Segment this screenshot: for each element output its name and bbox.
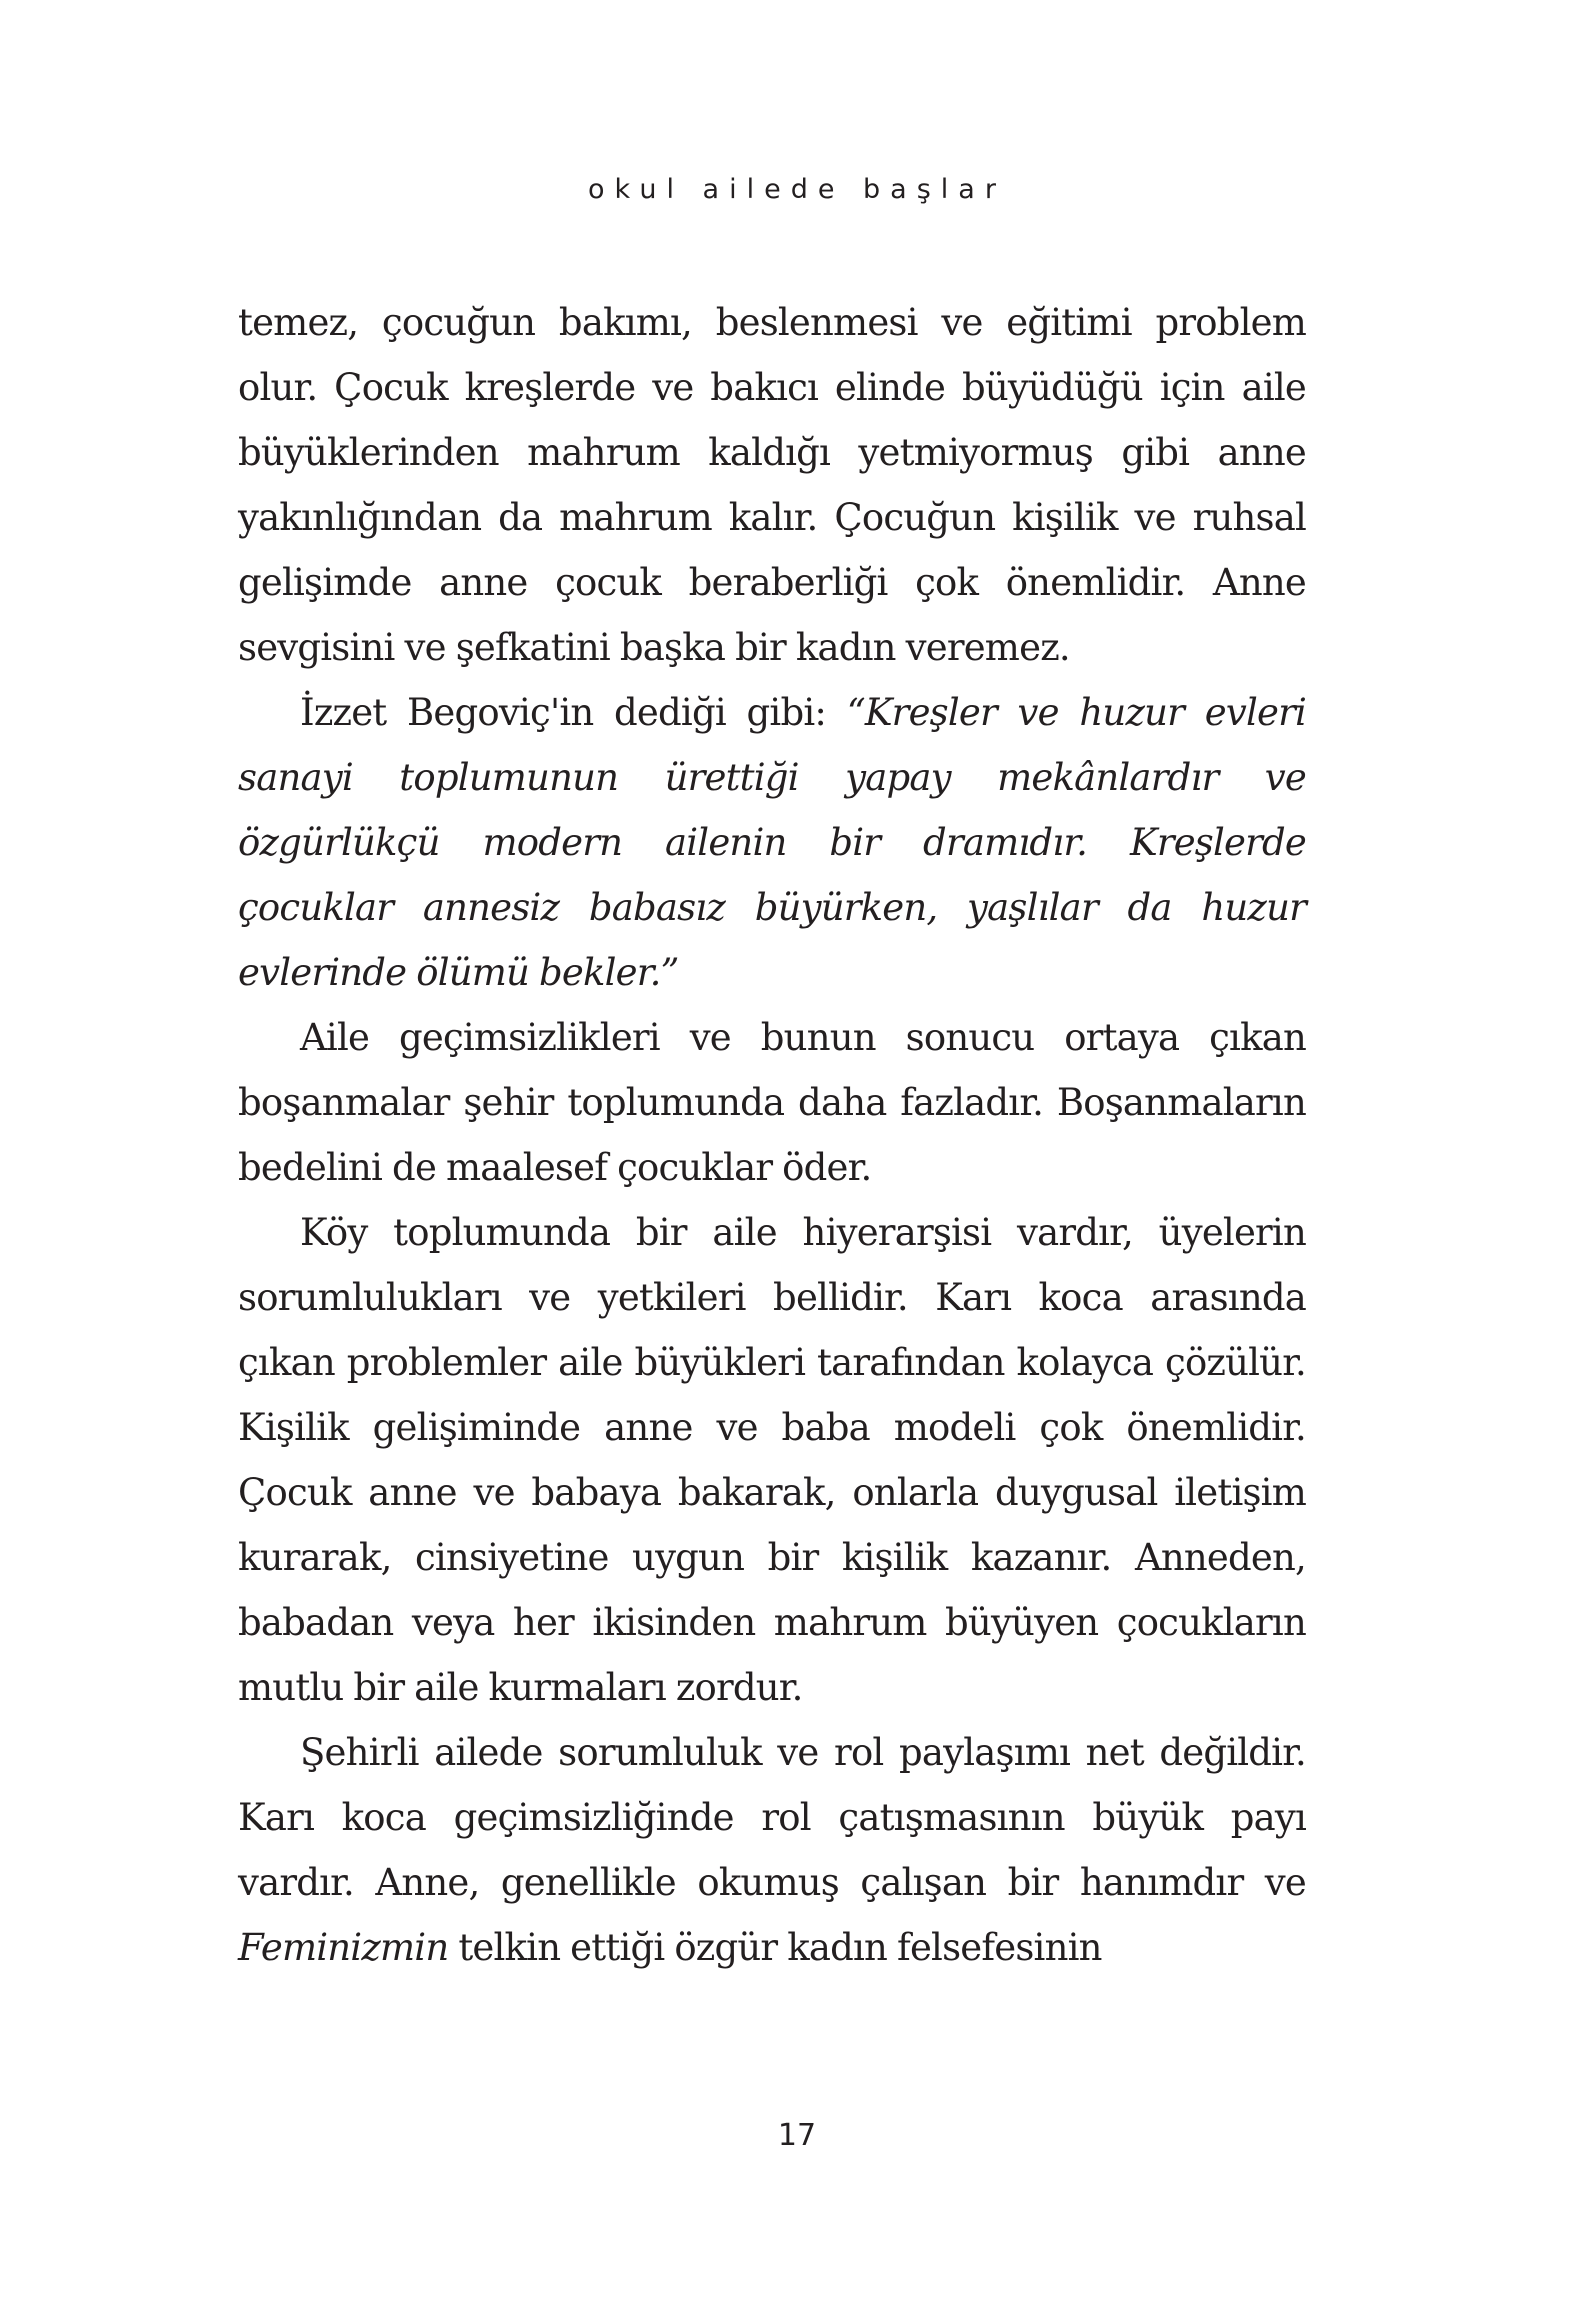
paragraph-4: Köy toplumunda bir aile hiyerarşisi vardır, üyelerin sorumlulukları ve yetkileri bellidir. Karı koca arasında çıkan problemler aile büyükleri tarafından kolayca çözülür. Kişilik gelişiminde anne ve baba modeli çok önemlidir. Çocuk anne ve babaya bakarak, onlarla duygusal iletişim kurarak, cinsiyetine uygun bir kişilik kazanır. Anneden, babadan veya her ikisinden mahrum büyüyen çocukların mutlu bir aile kurmaları zordur.	[238, 1211, 1306, 1709]
paragraph-5-tail: telkin ettiği özgür kadın felsefesinin	[448, 1926, 1102, 1969]
page-number: 17	[777, 2118, 817, 2153]
paragraph-1: temez, çocuğun bakımı, beslenmesi ve eğitimi problem olur. Çocuk kreşlerde ve bakıcı elinde büyüdüğü için aile büyüklerinden mahrum kaldığı yetmiyormuş gibi anne yakınlığından da mahrum kalır. Çocuğun kişilik ve ruhsal gelişimde anne çocuk beraberliği çok önemlidir. Anne sevgisini ve şefkatini başka bir kadın veremez.	[238, 301, 1306, 669]
feminizm-emphasis: Feminizmin	[238, 1926, 449, 1969]
running-header: okul ailede başlar	[588, 174, 1006, 205]
body-text	[238, 290, 1306, 1980]
paragraph-5	[238, 1720, 1306, 1980]
paragraph-3: Aile geçimsizlikleri ve bunun sonucu ortaya çıkan boşanmalar şehir toplumunda daha fazladır. Boşanmaların bedelini de maalesef çocuklar öder.	[238, 1016, 1306, 1189]
paragraph-2-lead: İzzet Begoviç'in dediği gibi:	[300, 691, 847, 734]
paragraph-5-lead: Şehirli ailede sorumluluk ve rol paylaşımı net değildir. Karı koca geçimsizliğinde rol çatışmasının büyük payı vardır. Anne, genellikle okumuş çalışan bir hanımdır ve	[238, 1731, 1306, 1904]
begovic-quote: “Kreşler ve huzur evleri sanayi toplumunun ürettiği yapay mekânlardır ve özgürlükçü modern ailenin bir dramıdır. Kreşlerde çocuklar annesiz babasız büyürken, yaşlılar da huzur evlerinde ölümü bekler.”	[238, 691, 1306, 994]
paragraph-2	[238, 680, 1306, 1005]
